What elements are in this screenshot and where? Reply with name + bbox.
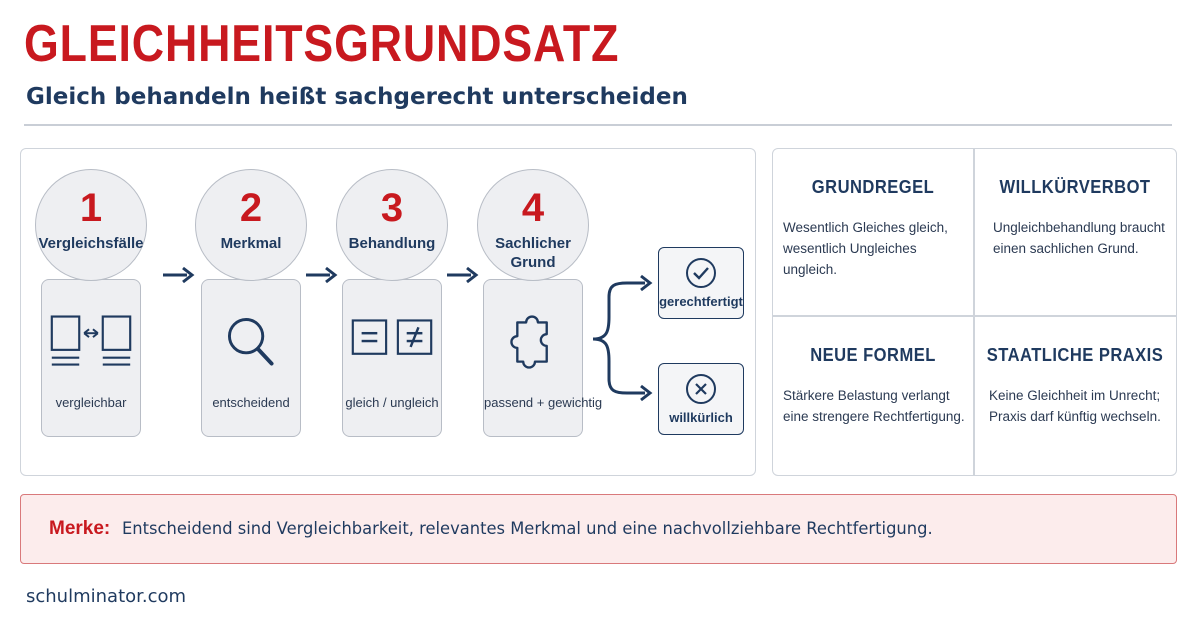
header-divider — [24, 124, 1172, 126]
principle-text: Ungleichbehandlung braucht einen sachlichen Grund. — [993, 220, 1165, 256]
principle-heading: NEUE FORMEL — [810, 345, 936, 365]
outcome-label: willkürlich — [669, 410, 733, 425]
principles-grid — [772, 148, 1177, 476]
merke-callout — [20, 494, 1177, 564]
fork-arrows-icon — [587, 267, 659, 407]
step-title: Sachlicher Grund — [495, 235, 571, 271]
step-card — [201, 279, 301, 437]
principle-cell-willkuerverbot — [975, 149, 1175, 314]
outcome-label: gerechtfertigt — [659, 294, 743, 309]
puzzle-piece-icon — [484, 308, 582, 378]
page-title: GLEICHHEITSGRUNDSATZ — [24, 15, 620, 73]
step-card — [342, 279, 442, 437]
step-circle — [336, 169, 448, 281]
merke-text: Entscheidend sind Vergleichbarkeit, relevantes Merkmal und eine nachvollziehbare Rechtfertigung. — [122, 519, 933, 539]
step-circle — [477, 169, 589, 281]
step-title: Merkmal — [220, 235, 282, 252]
arrow-right-icon — [161, 265, 195, 285]
magnifier-icon — [202, 308, 300, 378]
arrow-right-icon — [304, 265, 338, 285]
step-card — [483, 279, 603, 437]
step-caption: gleich / ungleich — [345, 395, 439, 410]
step-circle — [195, 169, 307, 281]
step-title: Behandlung — [348, 235, 436, 252]
step-caption: entscheidend — [212, 395, 290, 410]
step-circle — [35, 169, 147, 281]
compare-documents-icon — [42, 308, 140, 378]
step-caption: passend + gewichtig — [484, 395, 603, 410]
footer-site: schulminator.com — [26, 586, 187, 607]
equal-unequal-icon — [343, 308, 441, 378]
principle-cell-grundregel — [773, 149, 973, 314]
principle-text: Keine Gleichheit im Unrecht; Praxis darf künftig wechseln. — [989, 388, 1161, 424]
principle-heading: STAATLICHE PRAXIS — [986, 345, 1164, 365]
step-number: 4 — [521, 186, 545, 230]
arrow-right-icon — [445, 265, 479, 285]
page-subtitle: Gleich behandeln heißt sachgerecht unterscheiden — [26, 84, 688, 110]
step-number: 3 — [380, 186, 404, 230]
x-circle-icon — [684, 372, 718, 406]
flow-panel — [20, 148, 756, 476]
principle-text: Wesentlich Gleiches gleich, wesentlich Ungleiches ungleich. — [783, 220, 948, 277]
merke-label: Merke: — [49, 518, 111, 539]
outcome-arbitrary — [658, 363, 744, 435]
check-circle-icon — [684, 256, 718, 290]
outcome-justified — [658, 247, 744, 319]
step-caption: vergleichbar — [55, 395, 127, 410]
step-number: 1 — [79, 186, 103, 230]
principle-heading: WILLKÜRVERBOT — [999, 177, 1151, 197]
principle-cell-staatliche-praxis — [975, 317, 1175, 482]
step-title: Vergleichsfälle — [38, 235, 144, 252]
principle-heading: GRUNDREGEL — [811, 177, 935, 197]
principle-cell-neue-formel — [773, 317, 973, 482]
principle-text: Stärkere Belastung verlangt eine strengere Rechtfertigung. — [783, 388, 965, 424]
step-card — [41, 279, 141, 437]
step-number: 2 — [239, 186, 263, 230]
